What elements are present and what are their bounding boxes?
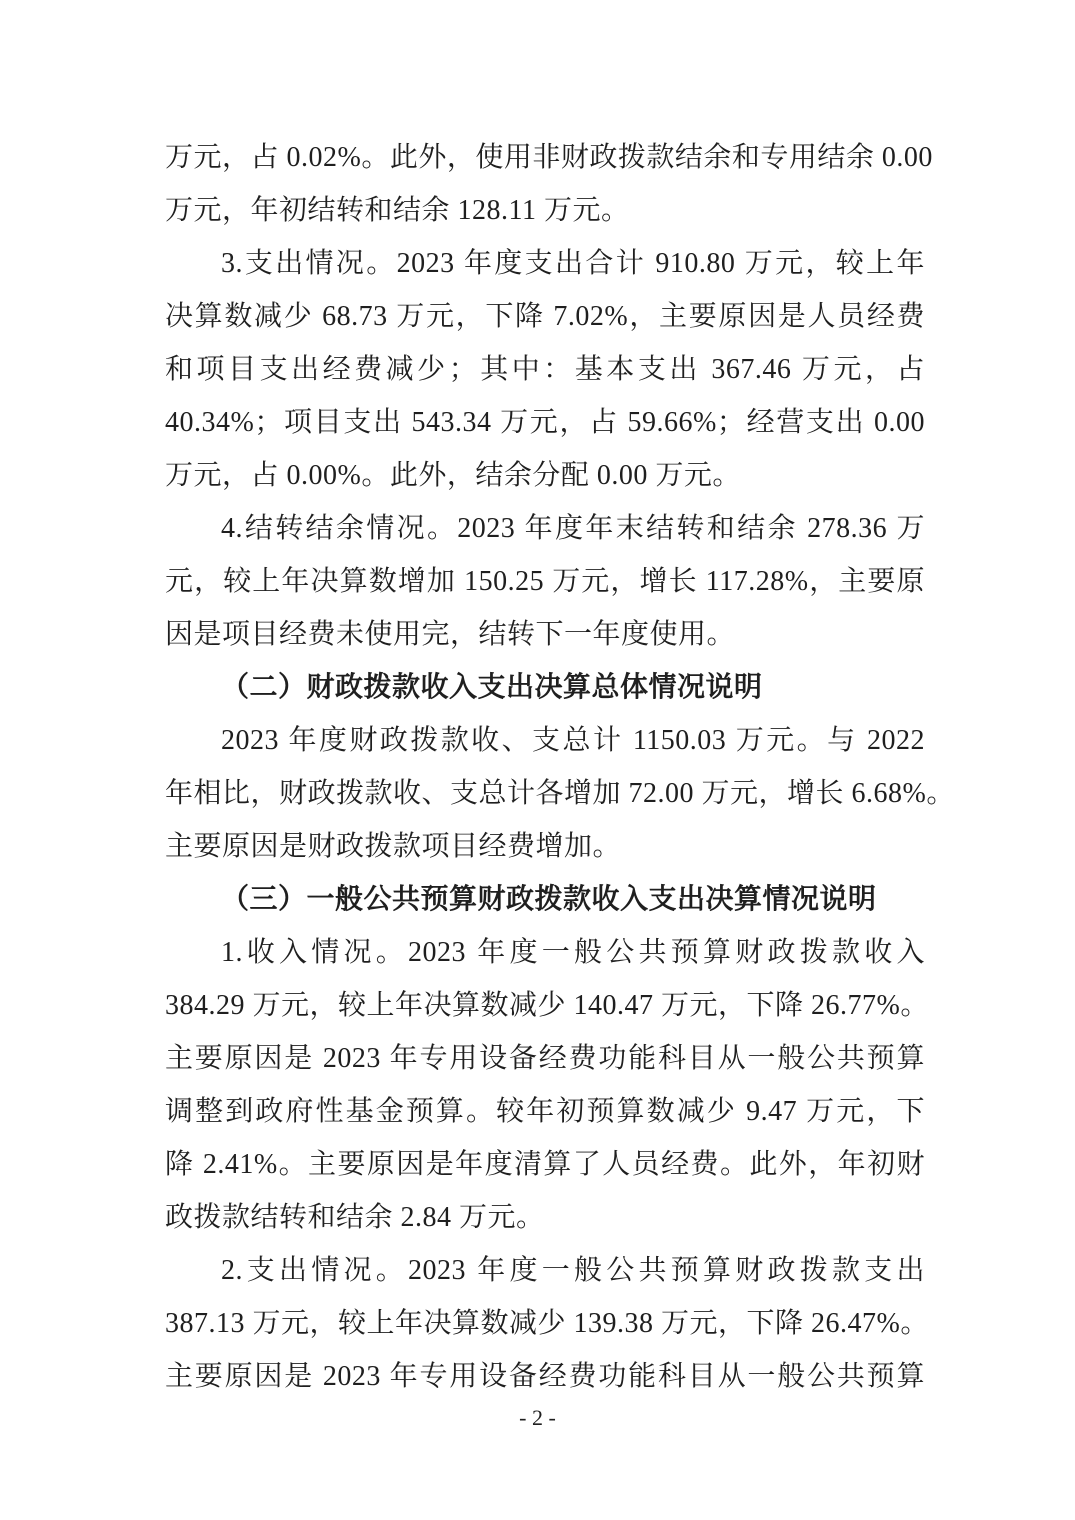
text-line: 主要原因是 2023 年专用设备经费功能科目从一般公共预算 xyxy=(165,1361,925,1392)
document-body xyxy=(165,131,955,1403)
text-line: 调整到政府性基金预算。较年初预算数减少 9.47 万元，下 xyxy=(165,1096,925,1127)
text-line: 主要原因是财政拨款项目经费增加。 xyxy=(165,831,622,862)
text-line: 万元，占 0.02%。此外，使用非财政拨款结余和专用结余 0.00 xyxy=(165,142,933,173)
text-line: 3.支出情况。2023 年度支出合计 910.80 万元，较上年 xyxy=(221,248,925,279)
section-heading: （二）财政拨款收入支出决算总体情况说明 xyxy=(221,672,763,703)
text-line: 因是项目经费未使用完，结转下一年度使用。 xyxy=(165,619,736,650)
text-line: 387.13 万元，较上年决算数减少 139.38 万元，下降 26.47%。 xyxy=(165,1308,929,1339)
text-line: 4.结转结余情况。2023 年度年末结转和结余 278.36 万 xyxy=(221,513,925,544)
text-line: 降 2.41%。主要原因是年度清算了人员经费。此外，年初财 xyxy=(165,1149,925,1180)
page-number: - 2 - xyxy=(519,1405,556,1430)
text-line: 2023 年度财政拨款收、支总计 1150.03 万元。与 2022 xyxy=(221,725,925,756)
text-line: 2.支出情况。2023 年度一般公共预算财政拨款支出 xyxy=(221,1255,925,1286)
text-line: 年相比，财政拨款收、支总计各增加 72.00 万元，增长 6.68%。 xyxy=(165,778,955,809)
text-line: 1.收入情况。2023 年度一般公共预算财政拨款收入 xyxy=(221,937,925,968)
text-line: 40.34%；项目支出 543.34 万元，占 59.66%；经营支出 0.00 xyxy=(165,407,925,438)
text-line: 和项目支出经费减少；其中：基本支出 367.46 万元，占 xyxy=(165,354,925,385)
page-footer xyxy=(0,1400,1075,1436)
text-line: 主要原因是 2023 年专用设备经费功能科目从一般公共预算 xyxy=(165,1043,925,1074)
text-line: 元，较上年决算数增加 150.25 万元，增长 117.28%，主要原 xyxy=(165,566,925,597)
section-heading: （三）一般公共预算财政拨款收入支出决算情况说明 xyxy=(221,884,877,915)
text-line: 384.29 万元，较上年决算数减少 140.47 万元，下降 26.77%。 xyxy=(165,990,929,1021)
text-line: 决算数减少 68.73 万元，下降 7.02%，主要原因是人员经费 xyxy=(165,301,925,332)
text-line: 万元，占 0.00%。此外，结余分配 0.00 万元。 xyxy=(165,460,741,491)
text-line: 政拨款结转和结余 2.84 万元。 xyxy=(165,1202,545,1233)
text-line: 万元，年初结转和结余 128.11 万元。 xyxy=(165,195,630,226)
